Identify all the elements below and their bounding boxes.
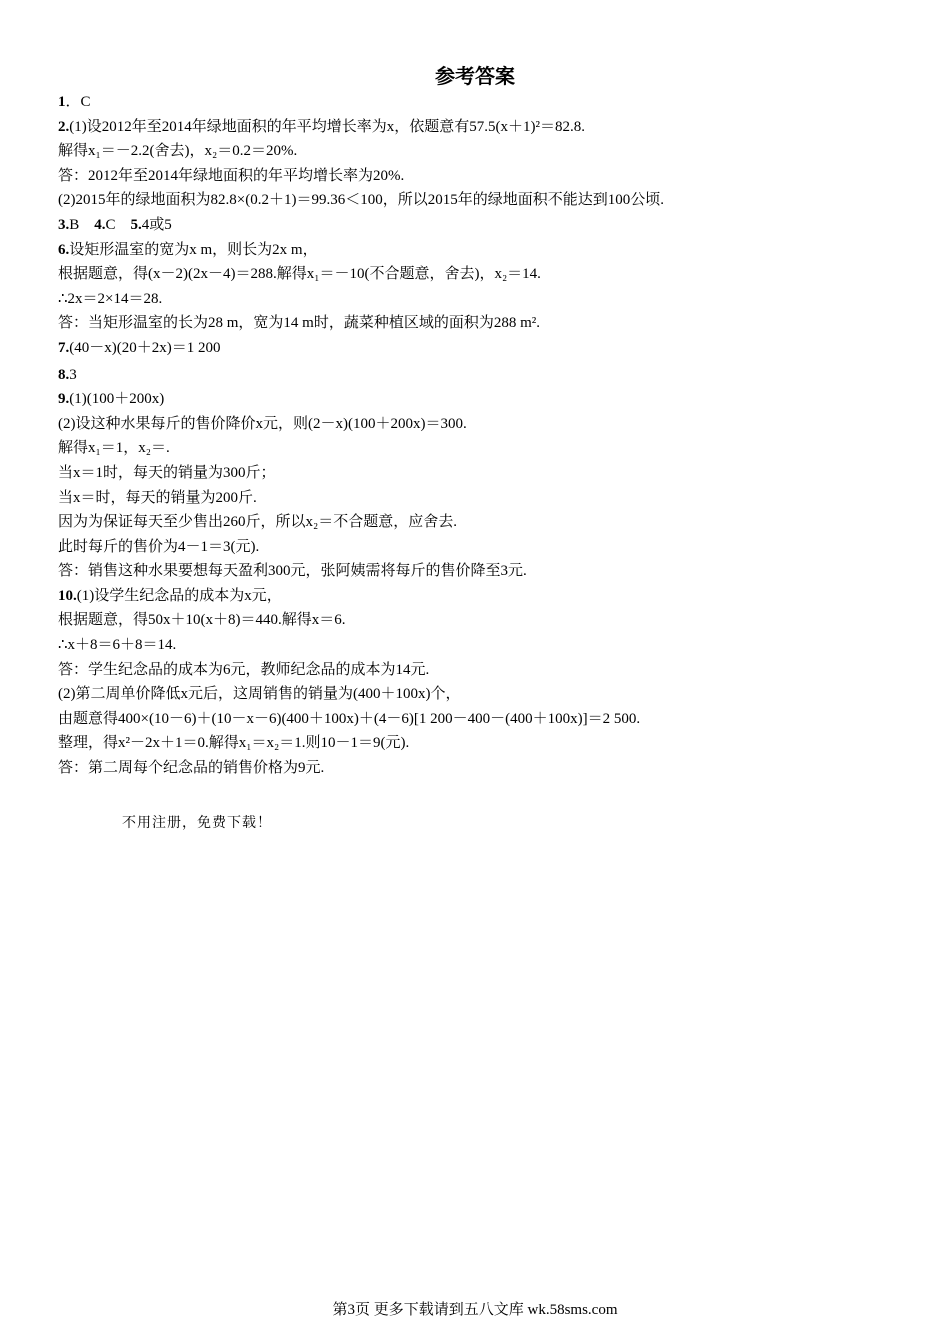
answer-line (58, 436, 898, 461)
answer-text: 此时每斤的售价为4－1＝3(元). (58, 538, 260, 555)
answer-line (58, 707, 898, 732)
answer-text: 根据题意，得50x＋10(x＋8)＝440.解得x＝6. (58, 612, 346, 629)
question-number: 3. (58, 216, 70, 233)
answer-line (58, 412, 898, 437)
answer-line (58, 731, 898, 756)
answer-line (58, 363, 898, 388)
answer-line (58, 139, 898, 164)
answer-line (58, 486, 898, 511)
answer-line (58, 658, 898, 683)
answer-line (58, 682, 898, 707)
answer-line (58, 510, 898, 535)
answer-text: 答：2012年至2014年绿地面积的年平均增长率为20%. (58, 167, 405, 184)
answer-text: 因为为保证每天至少售出260斤，所以x₂＝不合题意，应舍去. (58, 514, 457, 531)
answer-line (58, 387, 898, 412)
question-number: 9. (58, 391, 70, 408)
answer-text: (1)设2012年至2014年绿地面积的年平均增长率为x，依题意有57.5(x＋1)²＝82.8. (69, 118, 585, 135)
answer-line (58, 311, 898, 336)
answer-line (58, 262, 898, 287)
answer-text: 设矩形温室的宽为x m，则长为2x m， (69, 241, 318, 258)
answer-text: (2)第二周单价降低x元后，这周销售的销量为(400＋100x)个， (58, 686, 461, 703)
answer-text: 答：销售这种水果要想每天盈利300元，张阿姨需将每斤的售价降至3元. (58, 563, 527, 580)
page-footer: 第3页 更多下载请到五八文库 wk.58sms.com (332, 1302, 618, 1318)
answer-line (58, 559, 898, 584)
answer-text: (2)2015年的绿地面积为82.8×(0.2＋1)＝99.36＜100，所以2015年的绿地面积不能达到100公顷. (58, 192, 664, 209)
answer-line (58, 188, 898, 213)
answer-line (58, 287, 898, 312)
answer-text: ．C (65, 94, 91, 110)
answer-text: 当x＝1时，每天的销量为300斤； (58, 464, 276, 481)
answer-line (58, 633, 898, 658)
answer-line (58, 535, 898, 560)
answer-text: 答：第二周每个纪念品的销售价格为9元. (58, 760, 325, 777)
answer-line (58, 608, 898, 633)
question-number: 2. (58, 118, 70, 135)
answer-text: (2)设这种水果每斤的售价降价x元，则(2－x)(100＋200x)＝300. (58, 415, 467, 432)
answer-text: B (69, 216, 95, 233)
download-note: 不用注册，免费下载！ (122, 815, 272, 831)
question-number: 10. (58, 587, 77, 604)
answer-text: (40－x)(20＋2x)＝1 200 (69, 339, 221, 356)
question-number: 1 (58, 94, 66, 110)
answer-text: 解得x₁＝－2.2(舍去)，x₂＝0.2＝20%. (58, 143, 298, 160)
answer-line (58, 164, 898, 189)
answer-line (58, 756, 898, 781)
answer-text: (1)(100＋200x) (69, 391, 165, 408)
answer-text: 由题意得400×(10－6)＋(10－x－6)(400＋100x)＋(4－6)[1 200－400－(400＋100x)]＝2 500. (58, 710, 641, 727)
answer-line (58, 584, 898, 609)
answer-text: 当x＝时，每天的销量为200斤. (58, 489, 257, 506)
question-number: 4. (94, 216, 106, 233)
answer-line (58, 115, 898, 140)
answer-text: 答：学生纪念品的成本为6元，教师纪念品的成本为14元. (58, 661, 430, 678)
answer-line (58, 90, 898, 115)
answer-text: ∴x＋8＝6＋8＝14. (58, 637, 177, 654)
answer-text: (1)设学生纪念品的成本为x元， (76, 587, 282, 604)
answer-text: 根据题意，得(x－2)(2x－4)＝288.解得x₁＝－10(不合题意，舍去)，x₂＝14. (58, 266, 541, 283)
question-number: 5. (130, 216, 142, 233)
answer-body (58, 90, 898, 781)
answer-line (58, 336, 898, 361)
answer-line (58, 461, 898, 486)
answer-text: ∴2x＝2×14＝28. (58, 290, 163, 307)
answer-text: 3 (69, 366, 77, 383)
answer-line (58, 238, 898, 263)
question-number: 8. (58, 366, 70, 383)
question-number: 6. (58, 241, 70, 258)
answer-text: 解得x₁＝1，x₂＝. (58, 440, 170, 457)
answer-text: 答：当矩形温室的长为28 m，宽为14 m时，蔬菜种植区域的面积为288 m². (58, 315, 541, 332)
page-title: 参考答案 (435, 64, 515, 88)
answer-line (58, 213, 898, 238)
answer-text: 整理，得x²－2x＋1＝0.解得x₁＝x₂＝1.则10－1＝9(元). (58, 735, 410, 752)
answer-text: 4或5 (141, 216, 172, 233)
question-number: 7. (58, 339, 70, 356)
answer-text: C (105, 216, 131, 233)
